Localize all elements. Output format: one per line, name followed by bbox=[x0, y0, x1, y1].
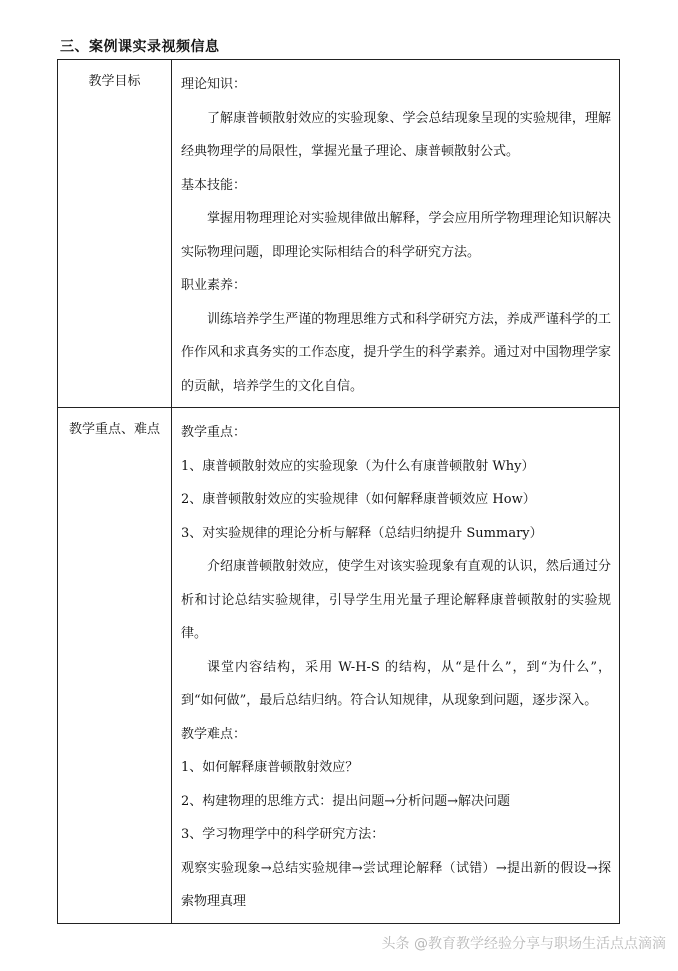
table-row-key-points bbox=[58, 408, 620, 924]
paragraph: 3、对实验规律的理论分析与解释（总结归纳提升 Summary） bbox=[181, 525, 543, 541]
table-row-objectives bbox=[58, 60, 620, 408]
section-title: 三、案例课实录视频信息 bbox=[60, 39, 220, 55]
paragraph: 2、构建物理的思维方式：提出问题→分析问题→解决问题 bbox=[181, 793, 511, 809]
paragraph: 基本技能： bbox=[181, 177, 247, 193]
row-content-objectives bbox=[172, 60, 620, 408]
paragraph: 理论知识： bbox=[181, 77, 247, 92]
paragraph: 2、康普顿散射效应的实验规律（如何解释康普顿效应 How） bbox=[181, 492, 536, 507]
paragraph: 教学重点： bbox=[181, 425, 247, 440]
row-content-key-points bbox=[172, 408, 620, 924]
paragraph: 教学难点： bbox=[181, 726, 247, 742]
paragraph: 训练培养学生严谨的物理思维方式和科学研究方法，养成严谨科学的工作作风和求真务实的工作态度，提升学生的科学素养。通过对中国物理学家的贡献，培养学生的文化自信。 bbox=[181, 311, 611, 394]
paragraph: 职业素养： bbox=[181, 278, 247, 293]
teaching-info-table bbox=[57, 59, 620, 924]
paragraph: 课堂内容结构，采用 W-H-S 的结构，从“是什么”，到“为什么”，到“如何做”，最后总结归纳。符合认知规律，从现象到问题，逐步深入。 bbox=[181, 659, 611, 708]
watermark: 头条 @教育教学经验分享与职场生活点点滴滴 bbox=[381, 936, 666, 952]
paragraph: 1、如何解释康普顿散射效应？ bbox=[181, 760, 359, 775]
paragraph: 3、学习物理学中的科学研究方法： bbox=[181, 827, 385, 842]
paragraph: 观察实验现象→总结实验规律→尝试理论解释（试错）→提出新的假设→探索物理真理 bbox=[181, 860, 611, 909]
paragraph: 了解康普顿散射效应的实验现象、学会总结现象呈现的实验规律，理解经典物理学的局限性，掌握光量子理论、康普顿散射公式。 bbox=[181, 110, 611, 159]
paragraph: 1、康普顿散射效应的实验现象（为什么有康普顿散射 Why） bbox=[181, 458, 535, 474]
paragraph: 掌握用物理理论对实验规律做出解释，学会应用所学物理理论知识解决实际物理问题，即理论实际相结合的科学研究方法。 bbox=[181, 211, 611, 260]
row-label-key-points: 教学重点、难点 bbox=[58, 408, 172, 924]
paragraph: 介绍康普顿散射效应，使学生对该实验现象有直观的认识，然后通过分析和讨论总结实验规律，引导学生用光量子理论解释康普顿散射的实验规律。 bbox=[181, 559, 611, 641]
row-label-objectives: 教学目标 bbox=[58, 60, 172, 408]
